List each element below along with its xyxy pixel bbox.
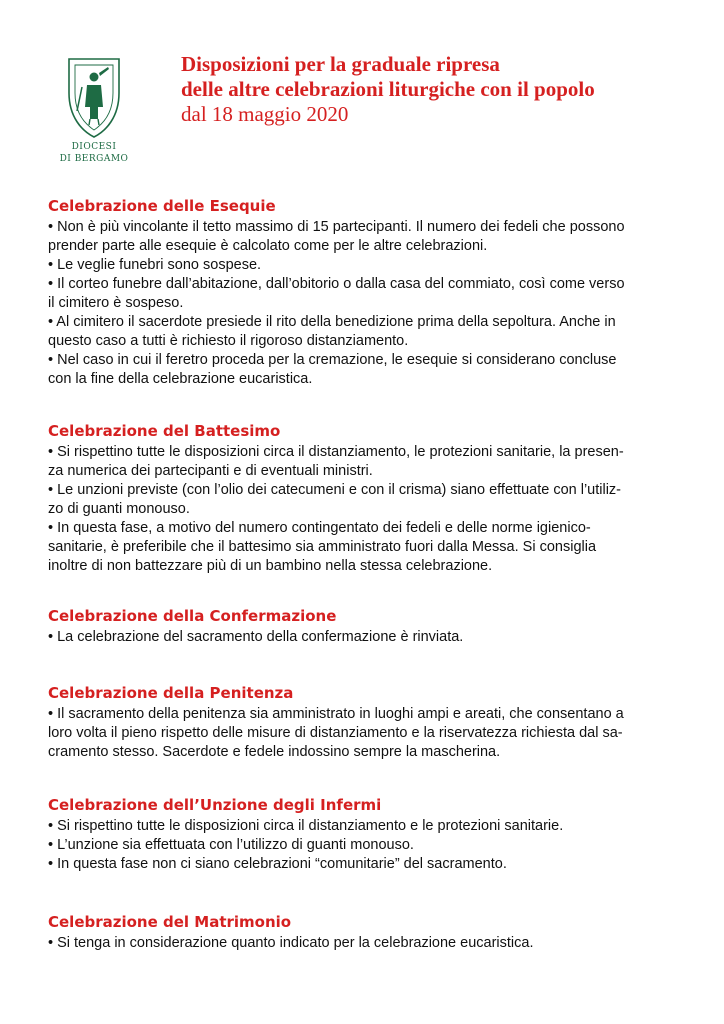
text-line: • Il corteo funebre dall’abitazione, dall’obitorio o dalla casa del commiato, così come verso (48, 276, 625, 292)
section-esequie (48, 196, 688, 389)
section-heading: Celebrazione della Confermazione (48, 607, 337, 625)
text-line: za numerica dei partecipanti e di eventuali ministri. (48, 463, 373, 479)
section-heading: Celebrazione del Battesimo (48, 422, 281, 440)
section-unzione-infermi (48, 795, 688, 874)
text-line: zo di guanti monouso. (48, 501, 190, 517)
section-heading: Celebrazione del Matrimonio (48, 913, 292, 931)
section-heading: Celebrazione della Penitenza (48, 684, 294, 702)
text-line: questo caso a tutti è richiesto il rigoroso distanziamento. (48, 333, 409, 349)
text-line: • In questa fase non ci siano celebrazioni “comunitarie” del sacramento. (48, 856, 507, 872)
text-line: • Le unzioni previste (con l’olio dei catecumeni e con il crisma) siano effettuate con l’utiliz- (48, 482, 622, 498)
text-line: • Si rispettino tutte le disposizioni circa il distanziamento, le protezioni sanitarie, la presen- (48, 444, 624, 460)
logo-label-line2: DI BERGAMO (59, 154, 129, 164)
text-line: • Nel caso in cui il feretro proceda per la cremazione, le esequie si considerano concluse (48, 352, 617, 368)
title-line-1: Disposizioni per la graduale ripresa (181, 52, 500, 76)
text-line: • L’unzione sia effettuata con l’utilizzo di guanti monouso. (48, 837, 414, 853)
text-line: • Si tenga in considerazione quanto indicato per la celebrazione eucaristica. (48, 935, 534, 951)
diocese-logo (52, 55, 136, 167)
text-line: • Al cimitero il sacerdote presiede il rito della benedizione prima della sepoltura. Anche in (48, 314, 616, 330)
section-heading: Celebrazione dell’Unzione degli Infermi (48, 796, 382, 814)
logo-label-line1: DIOCESI (71, 142, 117, 152)
text-line: sanitarie, è preferibile che il battesimo sia amministrato fuori dalla Messa. Si consiglia (48, 539, 597, 555)
text-line: il cimitero è sospeso. (48, 295, 184, 311)
text-line: cramento stesso. Sacerdote e fedele indossino sempre la mascherina. (48, 744, 501, 760)
title-date: dal 18 maggio 2020 (181, 102, 349, 126)
text-line: • Le veglie funebri sono sospese. (48, 257, 262, 273)
text-line: • La celebrazione del sacramento della confermazione è rinviata. (48, 629, 464, 645)
text-line: inoltre di non battezzare più di un bambino nella stessa celebrazione. (48, 558, 493, 574)
section-confermazione (48, 606, 688, 647)
text-line: • Non è più vincolante il tetto massimo di 15 partecipanti. Il numero dei fedeli che possono (48, 219, 625, 235)
section-heading: Celebrazione delle Esequie (48, 197, 276, 215)
section-battesimo (48, 421, 688, 576)
text-line: • Il sacramento della penitenza sia amministrato in luoghi ampi e areati, che consentano a (48, 706, 624, 722)
title-line-2: delle altre celebrazioni liturgiche con il popolo (181, 77, 595, 101)
text-line: con la fine della celebrazione eucaristica. (48, 371, 313, 387)
section-matrimonio (48, 912, 688, 953)
page-title (181, 52, 701, 127)
section-penitenza (48, 683, 688, 762)
diocese-seal-icon (52, 55, 136, 141)
text-line: prender parte alle esequie è calcolato come per le altre celebrazioni. (48, 238, 488, 254)
text-line: • In questa fase, a motivo del numero contingentato dei fedeli e delle norme igienico- (48, 520, 591, 536)
text-line: • Si rispettino tutte le disposizioni circa il distanziamento e le protezioni sanitarie. (48, 818, 564, 834)
text-line: loro volta il pieno rispetto delle misure di distanziamento e la riservatezza richiesta dal sa- (48, 725, 623, 741)
